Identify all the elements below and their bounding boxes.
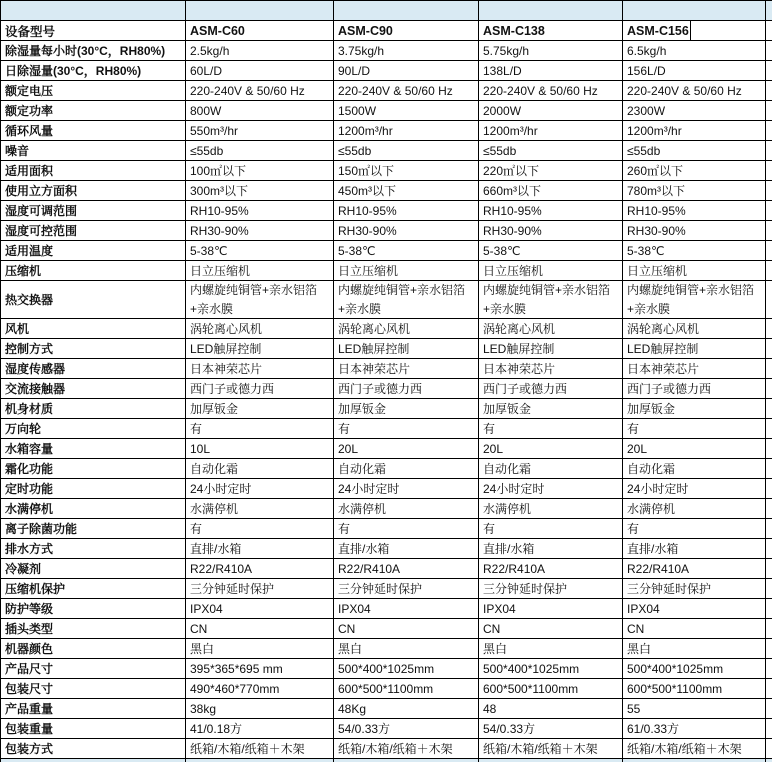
value-cell: RH10-95% <box>334 201 479 221</box>
edge-sliver-cell <box>766 559 772 579</box>
strip-cell <box>623 1 766 21</box>
value-cell: 138L/D <box>479 61 623 81</box>
value-cell: 自动化霜 <box>479 459 623 479</box>
row-label: 包装方式 <box>1 739 186 759</box>
value-cell: CN <box>334 619 479 639</box>
table-row <box>1 161 772 181</box>
row-label: 定时功能 <box>1 479 186 499</box>
value-cell: 24小时定时 <box>479 479 623 499</box>
row-label: 压缩机保护 <box>1 579 186 599</box>
spec-table-body <box>1 41 772 759</box>
row-label: 产品重量 <box>1 699 186 719</box>
row-label: 湿度可调范围 <box>1 201 186 221</box>
value-cell: R22/R410A <box>334 559 479 579</box>
edge-sliver-cell <box>766 699 772 719</box>
value-cell: 西门子或德力西 <box>334 379 479 399</box>
row-label: 插头类型 <box>1 619 186 639</box>
value-cell: 加厚钣金 <box>186 399 334 419</box>
table-row <box>1 201 772 221</box>
edge-sliver-cell <box>766 739 772 759</box>
edge-sliver-cell <box>766 221 772 241</box>
value-cell: 自动化霜 <box>334 459 479 479</box>
value-cell: 直排/水箱 <box>479 539 623 559</box>
value-cell: 220-240V & 50/60 Hz <box>623 81 766 101</box>
table-row <box>1 619 772 639</box>
value-cell: CN <box>479 619 623 639</box>
value-cell: 1200m³/hr <box>479 121 623 141</box>
table-row <box>1 339 772 359</box>
row-label: 额定功率 <box>1 101 186 121</box>
value-cell: 日立压缩机 <box>334 261 479 281</box>
edge-sliver-cell <box>766 121 772 141</box>
row-label: 适用面积 <box>1 161 186 181</box>
value-cell: 450m³以下 <box>334 181 479 201</box>
value-cell: 西门子或德力西 <box>186 379 334 399</box>
edge-sliver-cell <box>766 459 772 479</box>
edge-sliver-cell <box>766 101 772 121</box>
row-label: 霜化功能 <box>1 459 186 479</box>
table-row <box>1 379 772 399</box>
value-cell: 内螺旋纯铜管+亲水铝箔+亲水膜 <box>186 281 334 319</box>
table-row <box>1 639 772 659</box>
value-cell: 2000W <box>479 101 623 121</box>
strip-cell <box>479 1 623 21</box>
value-cell: 780m³以下 <box>623 181 766 201</box>
table-row <box>1 479 772 499</box>
value-cell: IPX04 <box>334 599 479 619</box>
value-cell: LED触屏控制 <box>334 339 479 359</box>
value-cell: LED触屏控制 <box>623 339 766 359</box>
table-row <box>1 439 772 459</box>
value-cell: 有 <box>623 419 766 439</box>
value-cell: 600*500*1100mm <box>334 679 479 699</box>
value-cell: 黑白 <box>186 639 334 659</box>
value-cell: 220-240V & 50/60 Hz <box>334 81 479 101</box>
table-row <box>1 579 772 599</box>
table-row <box>1 61 772 81</box>
row-label: 包装尺寸 <box>1 679 186 699</box>
header-device-model-label: 设备型号 <box>1 21 186 41</box>
edge-sliver-cell <box>766 181 772 201</box>
value-cell: 加厚钣金 <box>334 399 479 419</box>
edge-sliver-cell <box>766 61 772 81</box>
value-cell: 5-38℃ <box>186 241 334 261</box>
row-label: 机身材质 <box>1 399 186 419</box>
strip-cell <box>766 1 772 21</box>
value-cell: RH10-95% <box>623 201 766 221</box>
value-cell: 20L <box>479 439 623 459</box>
row-label: 防护等级 <box>1 599 186 619</box>
value-cell: 500*400*1025mm <box>623 659 766 679</box>
row-label: 除湿量每小时(30°C，RH80%) <box>1 41 186 61</box>
value-cell: 有 <box>479 519 623 539</box>
row-label: 离子除菌功能 <box>1 519 186 539</box>
value-cell: CN <box>623 619 766 639</box>
value-cell: R22/R410A <box>186 559 334 579</box>
value-cell: 300m³以下 <box>186 181 334 201</box>
value-cell: 6.5kg/h <box>623 41 766 61</box>
value-cell: RH30-90% <box>623 221 766 241</box>
value-cell: 日本神荣芯片 <box>334 359 479 379</box>
value-cell: 水满停机 <box>479 499 623 519</box>
value-cell: 内螺旋纯铜管+亲水铝箔+亲水膜 <box>623 281 766 319</box>
value-cell: 有 <box>623 519 766 539</box>
value-cell: 直排/水箱 <box>334 539 479 559</box>
value-cell: 涡轮离心风机 <box>623 319 766 339</box>
strip-cell <box>334 1 479 21</box>
value-cell: LED触屏控制 <box>479 339 623 359</box>
row-label: 产品尺寸 <box>1 659 186 679</box>
value-cell: 有 <box>186 419 334 439</box>
value-cell: R22/R410A <box>623 559 766 579</box>
value-cell: 有 <box>334 519 479 539</box>
table-row <box>1 719 772 739</box>
value-cell: 直排/水箱 <box>623 539 766 559</box>
model-header-c60: ASM-C60 <box>186 21 334 41</box>
table-row <box>1 559 772 579</box>
edge-sliver-cell <box>766 339 772 359</box>
value-cell: 水满停机 <box>623 499 766 519</box>
value-cell: 490*460*770mm <box>186 679 334 699</box>
table-row <box>1 221 772 241</box>
value-cell: 20L <box>334 439 479 459</box>
table-row <box>1 101 772 121</box>
value-cell: 自动化霜 <box>186 459 334 479</box>
table-row <box>1 181 772 201</box>
row-label: 排水方式 <box>1 539 186 559</box>
value-cell: 550m³/hr <box>186 121 334 141</box>
edge-sliver-cell <box>766 659 772 679</box>
row-label: 热交换器 <box>1 281 186 319</box>
header-row <box>1 21 772 41</box>
row-label: 包装重量 <box>1 719 186 739</box>
row-label: 控制方式 <box>1 339 186 359</box>
edge-sliver-cell <box>766 439 772 459</box>
model-header-c156: ASM-C156 <box>623 21 691 41</box>
table-row <box>1 399 772 419</box>
row-label: 压缩机 <box>1 261 186 281</box>
value-cell: IPX04 <box>186 599 334 619</box>
table-row <box>1 599 772 619</box>
edge-sliver-cell <box>766 41 772 61</box>
model-header-c90: ASM-C90 <box>334 21 479 41</box>
value-cell: 156L/D <box>623 61 766 81</box>
value-cell: 纸箱/木箱/纸箱＋木架 <box>479 739 623 759</box>
value-cell: 西门子或德力西 <box>623 379 766 399</box>
value-cell: 加厚钣金 <box>623 399 766 419</box>
table-row <box>1 499 772 519</box>
value-cell: 纸箱/木箱/纸箱＋木架 <box>623 739 766 759</box>
strip-cell <box>186 1 334 21</box>
row-label: 额定电压 <box>1 81 186 101</box>
value-cell: 1200m³/hr <box>623 121 766 141</box>
value-cell: LED触屏控制 <box>186 339 334 359</box>
edge-sliver-cell <box>766 479 772 499</box>
value-cell: 600*500*1100mm <box>479 679 623 699</box>
value-cell: 260㎡以下 <box>623 161 766 181</box>
row-label: 冷凝剂 <box>1 559 186 579</box>
value-cell: 2.5kg/h <box>186 41 334 61</box>
value-cell: 3.75kg/h <box>334 41 479 61</box>
value-cell: 纸箱/木箱/纸箱＋木架 <box>186 739 334 759</box>
table-row <box>1 319 772 339</box>
value-cell: 自动化霜 <box>623 459 766 479</box>
value-cell: 5.75kg/h <box>479 41 623 61</box>
value-cell: 有 <box>479 419 623 439</box>
value-cell: 2300W <box>623 101 766 121</box>
value-cell: 涡轮离心风机 <box>186 319 334 339</box>
value-cell: ≤55db <box>479 141 623 161</box>
table-row <box>1 81 772 101</box>
edge-sliver-cell <box>766 141 772 161</box>
edge-sliver-cell <box>766 201 772 221</box>
value-cell: 水满停机 <box>186 499 334 519</box>
value-cell: 20L <box>623 439 766 459</box>
value-cell: 西门子或德力西 <box>479 379 623 399</box>
value-cell: 三分钟延时保护 <box>334 579 479 599</box>
value-cell: 5-38℃ <box>334 241 479 261</box>
value-cell: 涡轮离心风机 <box>479 319 623 339</box>
value-cell: 100㎡以下 <box>186 161 334 181</box>
value-cell: 直排/水箱 <box>186 539 334 559</box>
value-cell: 黑白 <box>479 639 623 659</box>
value-cell: 日本神荣芯片 <box>186 359 334 379</box>
value-cell: ≤55db <box>623 141 766 161</box>
table-row <box>1 241 772 261</box>
strip-cell <box>1 1 186 21</box>
value-cell: 500*400*1025mm <box>334 659 479 679</box>
value-cell: 48 <box>479 699 623 719</box>
edge-sliver-cell <box>766 81 772 101</box>
value-cell: 内螺旋纯铜管+亲水铝箔+亲水膜 <box>334 281 479 319</box>
row-label: 交流接触器 <box>1 379 186 399</box>
value-cell: 395*365*695 mm <box>186 659 334 679</box>
edge-sliver-cell <box>766 539 772 559</box>
value-cell: RH30-90% <box>334 221 479 241</box>
value-cell: 1500W <box>334 101 479 121</box>
value-cell: 150㎡以下 <box>334 161 479 181</box>
value-cell: 三分钟延时保护 <box>479 579 623 599</box>
edge-sliver-cell <box>766 399 772 419</box>
value-cell: RH10-95% <box>479 201 623 221</box>
value-cell: ≤55db <box>334 141 479 161</box>
value-cell: 日本神荣芯片 <box>479 359 623 379</box>
value-cell: 660m³以下 <box>479 181 623 201</box>
value-cell: 有 <box>186 519 334 539</box>
row-label: 机器颜色 <box>1 639 186 659</box>
edge-sliver-cell <box>766 519 772 539</box>
table-row <box>1 121 772 141</box>
value-cell: 涡轮离心风机 <box>334 319 479 339</box>
header-empty-blue-cell <box>691 21 766 41</box>
value-cell: 600*500*1100mm <box>623 679 766 699</box>
edge-sliver-cell <box>766 639 772 659</box>
edge-sliver-cell <box>766 379 772 399</box>
row-label: 万向轮 <box>1 419 186 439</box>
row-label: 适用温度 <box>1 241 186 261</box>
value-cell: 500*400*1025mm <box>479 659 623 679</box>
value-cell: 220-240V & 50/60 Hz <box>186 81 334 101</box>
value-cell: 内螺旋纯铜管+亲水铝箔+亲水膜 <box>479 281 623 319</box>
table-row <box>1 419 772 439</box>
value-cell: 1200m³/hr <box>334 121 479 141</box>
value-cell: 5-38℃ <box>479 241 623 261</box>
value-cell: RH30-90% <box>479 221 623 241</box>
edge-sliver-cell <box>766 281 772 319</box>
value-cell: 5-38℃ <box>623 241 766 261</box>
table-row <box>1 699 772 719</box>
edge-sliver-cell <box>766 619 772 639</box>
row-label: 噪音 <box>1 141 186 161</box>
value-cell: IPX04 <box>479 599 623 619</box>
value-cell: 41/0.18方 <box>186 719 334 739</box>
table-row <box>1 539 772 559</box>
value-cell: 纸箱/木箱/纸箱＋木架 <box>334 739 479 759</box>
value-cell: 日立压缩机 <box>623 261 766 281</box>
table-row <box>1 679 772 699</box>
value-cell: RH30-90% <box>186 221 334 241</box>
table-row <box>1 261 772 281</box>
value-cell: RH10-95% <box>186 201 334 221</box>
table-row <box>1 41 772 61</box>
value-cell: 日立压缩机 <box>479 261 623 281</box>
value-cell: 24小时定时 <box>186 479 334 499</box>
value-cell: 有 <box>334 419 479 439</box>
edge-sliver-cell <box>766 679 772 699</box>
value-cell: IPX04 <box>623 599 766 619</box>
table-row <box>1 519 772 539</box>
edge-sliver-cell <box>766 719 772 739</box>
edge-sliver-cell <box>766 359 772 379</box>
top-partial-row <box>1 1 772 21</box>
edge-sliver-cell <box>766 161 772 181</box>
value-cell: 54/0.33方 <box>334 719 479 739</box>
value-cell: 800W <box>186 101 334 121</box>
value-cell: 日立压缩机 <box>186 261 334 281</box>
value-cell: 61/0.33方 <box>623 719 766 739</box>
edge-sliver-cell <box>766 21 772 41</box>
value-cell: CN <box>186 619 334 639</box>
row-label: 湿度可控范围 <box>1 221 186 241</box>
edge-sliver-cell <box>766 419 772 439</box>
edge-sliver-cell <box>766 319 772 339</box>
table-row <box>1 659 772 679</box>
row-label: 湿度传感器 <box>1 359 186 379</box>
value-cell: 220㎡以下 <box>479 161 623 181</box>
row-label: 循环风量 <box>1 121 186 141</box>
value-cell: 10L <box>186 439 334 459</box>
value-cell: 三分钟延时保护 <box>186 579 334 599</box>
value-cell: 加厚钣金 <box>479 399 623 419</box>
value-cell: 水满停机 <box>334 499 479 519</box>
edge-sliver-cell <box>766 599 772 619</box>
table-row <box>1 281 772 319</box>
row-label: 使用立方面积 <box>1 181 186 201</box>
row-label: 水满停机 <box>1 499 186 519</box>
value-cell: R22/R410A <box>479 559 623 579</box>
edge-sliver-cell <box>766 499 772 519</box>
value-cell: 60L/D <box>186 61 334 81</box>
value-cell: 日本神荣芯片 <box>623 359 766 379</box>
value-cell: 38kg <box>186 699 334 719</box>
value-cell: 90L/D <box>334 61 479 81</box>
table-row <box>1 359 772 379</box>
value-cell: ≤55db <box>186 141 334 161</box>
model-header-c138: ASM-C138 <box>479 21 623 41</box>
table-row <box>1 141 772 161</box>
value-cell: 220-240V & 50/60 Hz <box>479 81 623 101</box>
table-row <box>1 739 772 759</box>
table-row <box>1 459 772 479</box>
value-cell: 三分钟延时保护 <box>623 579 766 599</box>
value-cell: 黑白 <box>334 639 479 659</box>
edge-sliver-cell <box>766 579 772 599</box>
edge-sliver-cell <box>766 241 772 261</box>
edge-sliver-cell <box>766 261 772 281</box>
row-label: 日除湿量(30°C，RH80%) <box>1 61 186 81</box>
value-cell: 黑白 <box>623 639 766 659</box>
value-cell: 55 <box>623 699 766 719</box>
value-cell: 24小时定时 <box>334 479 479 499</box>
row-label: 水箱容量 <box>1 439 186 459</box>
value-cell: 48Kg <box>334 699 479 719</box>
row-label: 风机 <box>1 319 186 339</box>
value-cell: 54/0.33方 <box>479 719 623 739</box>
value-cell: 24小时定时 <box>623 479 766 499</box>
